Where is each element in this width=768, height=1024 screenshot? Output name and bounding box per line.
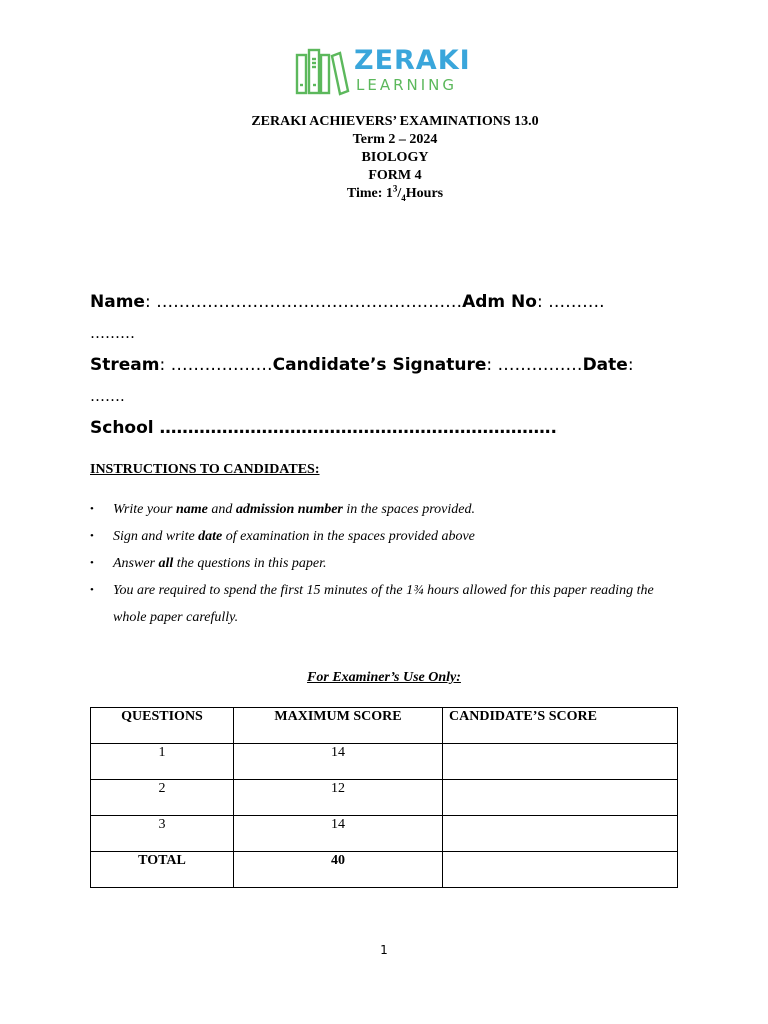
- candidate-score-cell[interactable]: [443, 816, 678, 852]
- candidate-score-cell[interactable]: [443, 744, 678, 780]
- exam-subject: BIOLOGY: [361, 150, 429, 165]
- school-line: [90, 418, 690, 438]
- logo-wordmark: ZERAKI: [354, 45, 471, 76]
- examiner-title: For Examiner’s Use Only:: [307, 670, 461, 685]
- question-number: 1: [91, 744, 234, 780]
- page-number: 1: [380, 943, 388, 957]
- list-item: • Sign and write date of examination in the spaces provided above: [90, 523, 690, 550]
- books-icon: [294, 45, 350, 97]
- signature-label: Candidate’s Signature: [272, 355, 487, 375]
- list-item: • Answer all the questions in this paper.: [90, 550, 690, 577]
- max-score: 14: [234, 744, 443, 780]
- school-label: School: [90, 418, 154, 438]
- exam-series-title: ZERAKI ACHIEVERS’ EXAMINATIONS 13.0: [251, 114, 539, 129]
- school-field[interactable]: …………………………………………………………….: [153, 418, 557, 438]
- header-questions: QUESTIONS: [91, 708, 234, 744]
- question-number: 2: [91, 780, 234, 816]
- stream-label: Stream: [90, 355, 160, 375]
- instructions-heading: INSTRUCTIONS TO CANDIDATES:: [90, 462, 320, 477]
- total-label: TOTAL: [91, 852, 234, 888]
- date-field[interactable]: …….: [90, 387, 125, 405]
- date-label: Date: [582, 355, 628, 375]
- bullet-icon: •: [90, 584, 94, 596]
- table-row: [91, 780, 678, 816]
- name-line: [90, 292, 690, 312]
- table-header-row: [91, 708, 678, 744]
- adm-no-label: Adm No: [462, 292, 537, 312]
- name-label: Name: [90, 292, 145, 312]
- stream-line: Stream: ………………Candidate’s Signature: ……………Date:: [90, 355, 634, 375]
- score-table: [90, 707, 678, 888]
- adm-no-field[interactable]: : ……….: [536, 292, 605, 312]
- question-number: 3: [91, 816, 234, 852]
- table-total-row: [91, 852, 678, 888]
- exam-header: [0, 113, 768, 203]
- header-candidate-score: CANDIDATE’S SCORE: [443, 708, 678, 744]
- list-item: • Write your name and admission number in the spaces provided.: [90, 496, 690, 523]
- zeraki-logo: [294, 45, 484, 97]
- bullet-icon: •: [90, 557, 94, 569]
- table-row: [91, 744, 678, 780]
- instructions-list: [90, 496, 690, 631]
- exam-form: FORM 4: [368, 168, 422, 183]
- bullet-icon: •: [90, 530, 94, 542]
- exam-term: Term 2 – 2024: [352, 132, 438, 147]
- signature-field[interactable]: : ……………: [486, 355, 583, 375]
- name-field[interactable]: : ………………………………………………: [144, 292, 463, 312]
- total-max-score: 40: [234, 852, 443, 888]
- header-max-score: MAXIMUM SCORE: [234, 708, 443, 744]
- max-score: 14: [234, 816, 443, 852]
- candidate-score-cell[interactable]: [443, 780, 678, 816]
- max-score: 12: [234, 780, 443, 816]
- exam-time: Time: $1^3/_4Hours$: [346, 183, 444, 203]
- total-candidate-score-cell[interactable]: [443, 852, 678, 888]
- bullet-icon: •: [90, 503, 94, 515]
- logo-subtitle: LEARNING: [356, 76, 458, 94]
- table-row: [91, 816, 678, 852]
- stream-field[interactable]: : ………………: [159, 355, 273, 375]
- adm-no-continuation[interactable]: ………: [90, 324, 135, 342]
- list-item: • You are required to spend the first 15 minutes of the 1¾ hours allowed for this paper reading the whole paper carefully.: [90, 577, 690, 631]
